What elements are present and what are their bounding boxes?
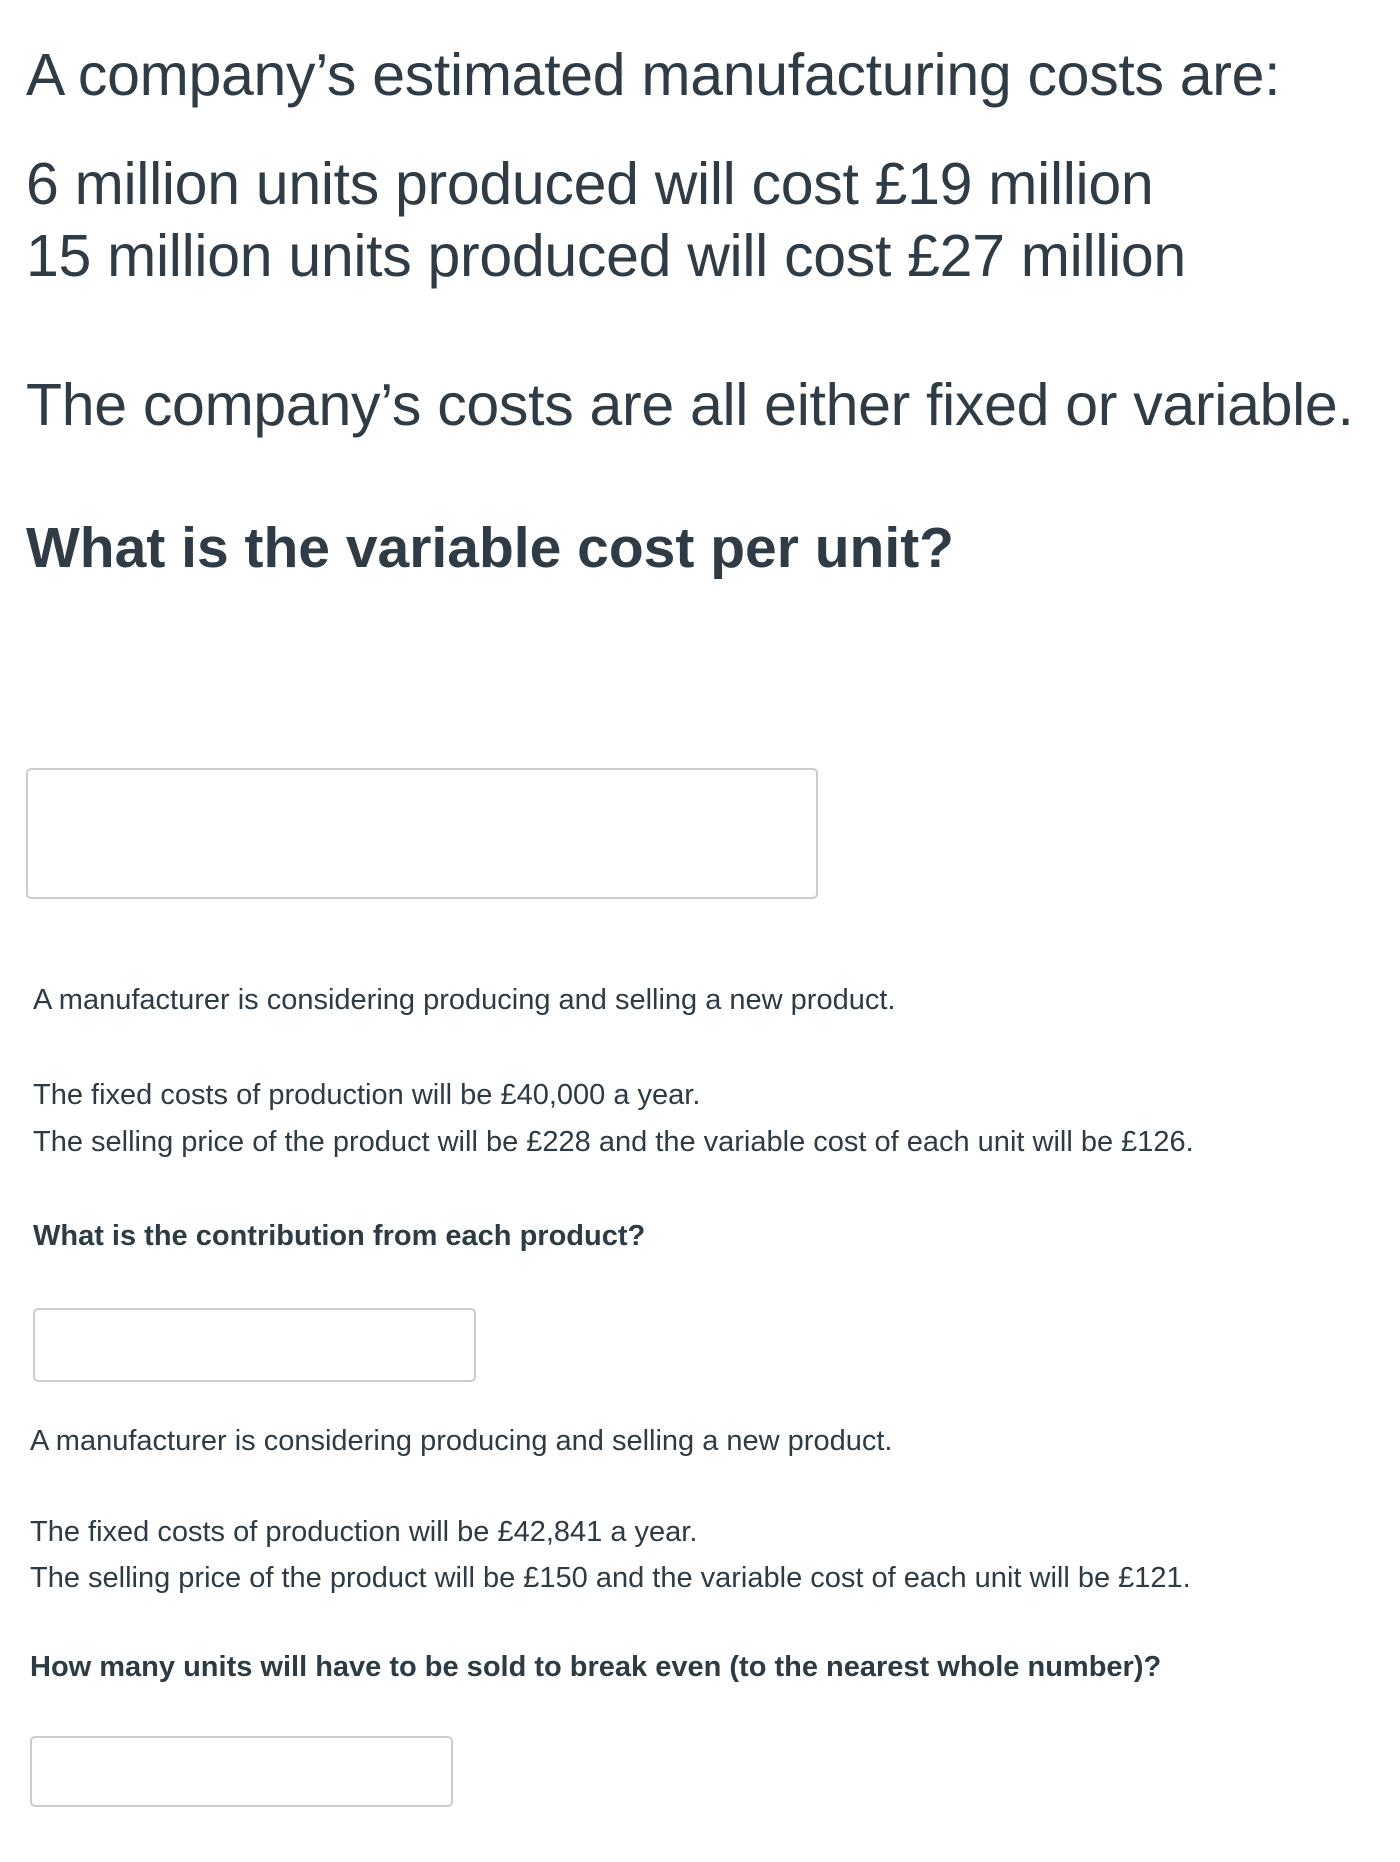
question3-answer-input[interactable] bbox=[30, 1736, 453, 1807]
question1-intro: A company’s estimated manufacturing costs are: bbox=[26, 42, 1281, 108]
question1-prompt: What is the variable cost per unit? bbox=[26, 516, 955, 580]
question1-cost-line-2: 15 million units produced will cost £27 million bbox=[26, 223, 1186, 289]
question3-fixed-costs: The fixed costs of production will be £42,841 a year. bbox=[30, 1516, 698, 1548]
question3-price-and-cost: The selling price of the product will be £150 and the variable cost of each unit will be £121. bbox=[30, 1562, 1191, 1594]
question2-price-and-cost: The selling price of the product will be £228 and the variable cost of each unit will be £126. bbox=[33, 1126, 1194, 1158]
question1-statement: The company’s costs are all either fixed or variable. bbox=[26, 372, 1354, 438]
question2-intro: A manufacturer is considering producing and selling a new product. bbox=[33, 984, 896, 1016]
question1-answer-input[interactable] bbox=[26, 768, 818, 899]
question2-prompt: What is the contribution from each product? bbox=[33, 1220, 646, 1252]
question2-answer-input[interactable] bbox=[33, 1308, 476, 1382]
question2-fixed-costs: The fixed costs of production will be £40,000 a year. bbox=[33, 1079, 701, 1111]
question3-intro: A manufacturer is considering producing and selling a new product. bbox=[30, 1425, 893, 1457]
question1-cost-line-1: 6 million units produced will cost £19 million bbox=[26, 151, 1154, 217]
question3-prompt: How many units will have to be sold to break even (to the nearest whole number)? bbox=[30, 1651, 1162, 1683]
